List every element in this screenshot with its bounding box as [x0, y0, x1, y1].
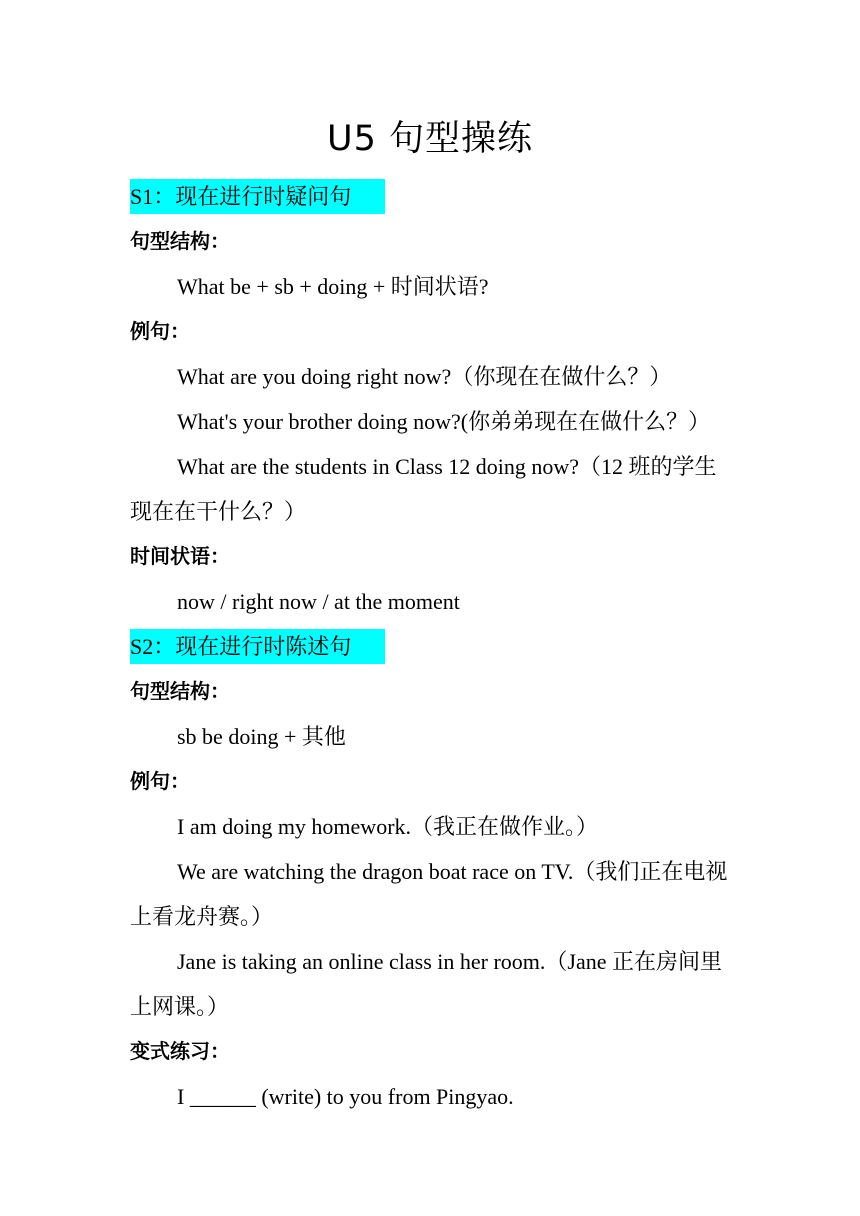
document-body — [130, 174, 732, 1119]
section-heading-s2: S2：现在进行时陈述句 — [130, 629, 385, 664]
page-title: U5 句型操练 — [326, 119, 533, 159]
s2-practice-1: I ______ (write) to you from Pingyao. — [177, 1084, 514, 1109]
section-s2 — [130, 624, 732, 669]
section-s1 — [130, 174, 732, 219]
s1-example-1: What are you doing right now?（你现在在做什么？） — [177, 364, 672, 389]
section-heading-s1: S1：现在进行时疑问句 — [130, 179, 385, 214]
s1-example-3: What are the students in Class 12 doing now?（12 班的学生现在在干什么？） — [130, 454, 717, 524]
s2-example-2: We are watching the dragon boat race on TV.（我们正在电视上看龙舟赛。） — [130, 859, 728, 929]
s1-time-words: now / right now / at the moment — [177, 589, 460, 614]
s2-example-3: Jane is taking an online class in her room.（Jane 正在房间里上网课。） — [130, 949, 723, 1019]
s1-example-2: What's your brother doing now?(你弟弟现在在做什么？） — [177, 409, 711, 434]
s1-examples-label: 例句： — [130, 319, 190, 343]
s2-structure: sb be doing + 其他 — [177, 724, 346, 749]
s2-example-1: I am doing my homework.（我正在做作业。） — [177, 814, 599, 839]
s2-practice-label: 变式练习： — [130, 1039, 230, 1063]
s1-structure: What be + sb + doing + 时间状语? — [177, 274, 489, 299]
s2-structure-label: 句型结构： — [130, 679, 230, 703]
s2-examples-label: 例句： — [130, 769, 190, 793]
s1-time-label: 时间状语： — [130, 544, 230, 568]
s1-structure-label: 句型结构： — [130, 229, 230, 253]
